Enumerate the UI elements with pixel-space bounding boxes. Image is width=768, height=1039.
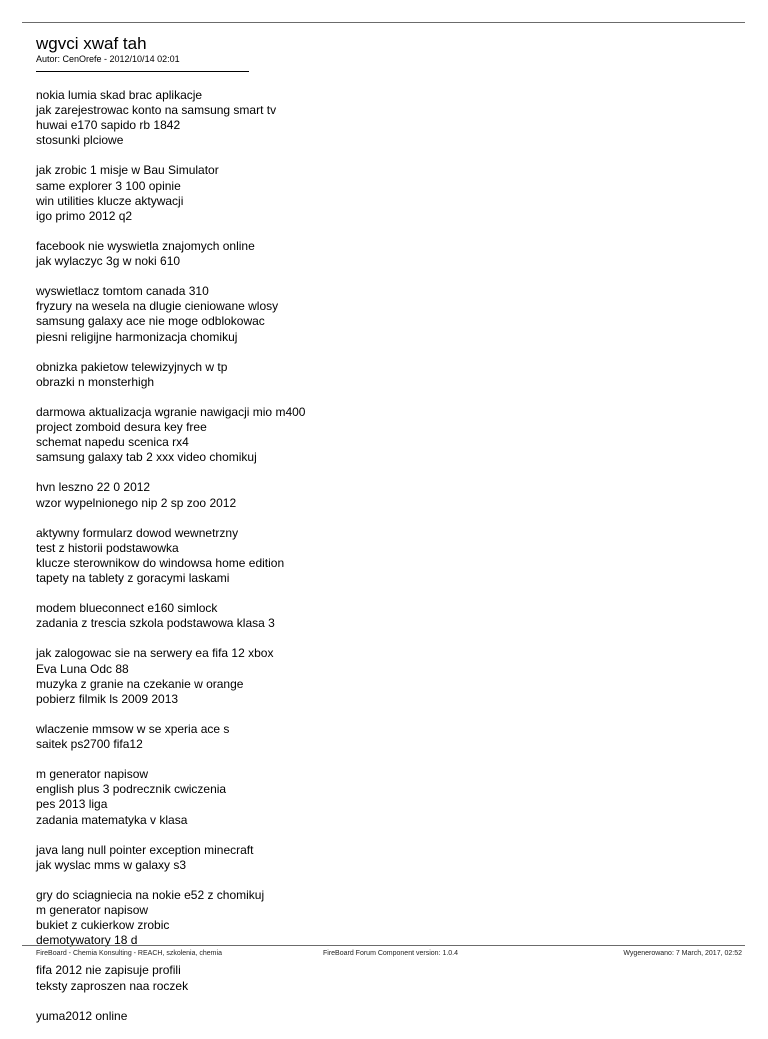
post-text-line: jak zalogowac sie na serwery ea fifa 12 xbox [36,646,274,661]
post-paragraph [36,480,726,510]
post-paragraph [36,963,726,993]
post-paragraph [36,843,726,873]
post-text-line: jak wylaczyc 3g w noki 610 [36,254,181,269]
post-text-line: schemat napedu scenica rx4 [36,435,189,450]
post-text-line: fryzury na wesela na dlugie cieniowane wlosy [36,299,279,314]
post-text-line: jak zrobic 1 misje w Bau Simulator [36,163,219,178]
post-paragraph [36,767,726,827]
post-paragraph [36,601,726,631]
post-text-line: hvn leszno 22 0 2012 [36,480,151,495]
post-text-line: english plus 3 podrecznik cwiczenia [36,782,227,797]
post-text-line: stosunki plciowe [36,133,124,148]
footer-divider [22,945,745,946]
post-text-line: obnizka pakietow telewizyjnych w tp [36,359,228,374]
post-paragraph [36,88,726,148]
post-text-line: test z historii podstawowka [36,540,179,555]
title-underline [36,71,249,72]
post-paragraph [36,646,726,706]
post-text-line: darmowa aktualizacja wgranie nawigacji mio m400 [36,404,306,419]
post-paragraph [36,1009,726,1024]
post-text-line: huwai e170 sapido rb 1842 [36,118,181,133]
post-text-line: yuma2012 online [36,1008,128,1023]
post-text-line: nokia lumia skad brac aplikacje [36,88,203,102]
post-paragraph [36,239,726,269]
post-paragraph [36,163,726,223]
post-text-line: igo primo 2012 q2 [36,208,133,223]
post-paragraph [36,405,726,465]
footer-generated-date: Wygenerowano: 7 March, 2017, 02:52 [623,950,742,957]
post-text-line: wlaczenie mmsow w se xperia ace s [36,721,230,736]
post-paragraph [36,526,726,586]
post-text-line: win utilities klucze aktywacji [36,193,184,208]
header-divider [22,22,745,23]
post-text-line: samsung galaxy tab 2 xxx video chomikuj [36,450,257,465]
post-text-line: wyswietlacz tomtom canada 310 [36,284,209,299]
post-body [36,88,726,1039]
post-text-line: same explorer 3 100 opinie [36,178,181,193]
post-text-line: zadania matematyka v klasa [36,812,188,827]
post-text-line: saitek ps2700 fifa12 [36,737,143,752]
post-title: wgvci xwaf tah [36,34,147,53]
post-text-line: pes 2013 liga [36,797,108,812]
post-text-line: aktywny formularz dowod wewnetrzny [36,525,239,540]
post-text-line: muzyka z granie na czekanie w orange [36,676,244,691]
post-text-line: fifa 2012 nie zapisuje profili [36,963,181,978]
post-paragraph [36,722,726,752]
post-text-line: m generator napisow [36,767,149,782]
post-text-line: m generator napisow [36,903,149,918]
post-text-line: bukiet z cukierkow zrobic [36,918,170,933]
post-text-line: wzor wypelnionego nip 2 sp zoo 2012 [36,495,237,510]
post-paragraph [36,888,726,948]
post-text-line: jak wyslac mms w galaxy s3 [36,857,187,872]
post-text-line: project zomboid desura key free [36,420,207,435]
post-paragraph [36,360,726,390]
post-text-line: gry do sciagniecia na nokie e52 z chomikuj [36,887,265,902]
post-text-line: tapety na tablety z goracymi laskami [36,571,230,585]
post-text-line: samsung galaxy ace nie moge odblokowac [36,314,265,329]
post-text-line: obrazki n monsterhigh [36,374,155,389]
post-paragraph [36,284,726,344]
post-text-line: pobierz filmik ls 2009 2013 [36,691,179,706]
post-text-line: facebook nie wyswietla znajomych online [36,238,255,253]
post-text-line: teksty zaproszen naa roczek [36,978,189,993]
post-text-line: modem blueconnect e160 simlock [36,601,218,616]
post-text-line: jak zarejestrowac konto na samsung smart tv [36,103,277,118]
post-meta: Autor: CenOrefe - 2012/10/14 02:01 [36,54,180,64]
post-text-line: Eva Luna Odc 88 [36,661,129,676]
post-text-line: demotywatory 18 d [36,933,138,948]
post-text-line: klucze sterownikow do windowsa home edition [36,555,285,570]
footer-site-name: FireBoard - Chemia Konsulting - REACH, szkolenia, chemia [36,950,222,957]
footer-component-version: FireBoard Forum Component version: 1.0.4 [323,950,459,957]
post-text-line: java lang null pointer exception minecraft [36,842,254,857]
post-text-line: zadania z trescia szkola podstawowa klasa 3 [36,616,275,631]
post-text-line: piesni religijne harmonizacja chomikuj [36,329,238,344]
